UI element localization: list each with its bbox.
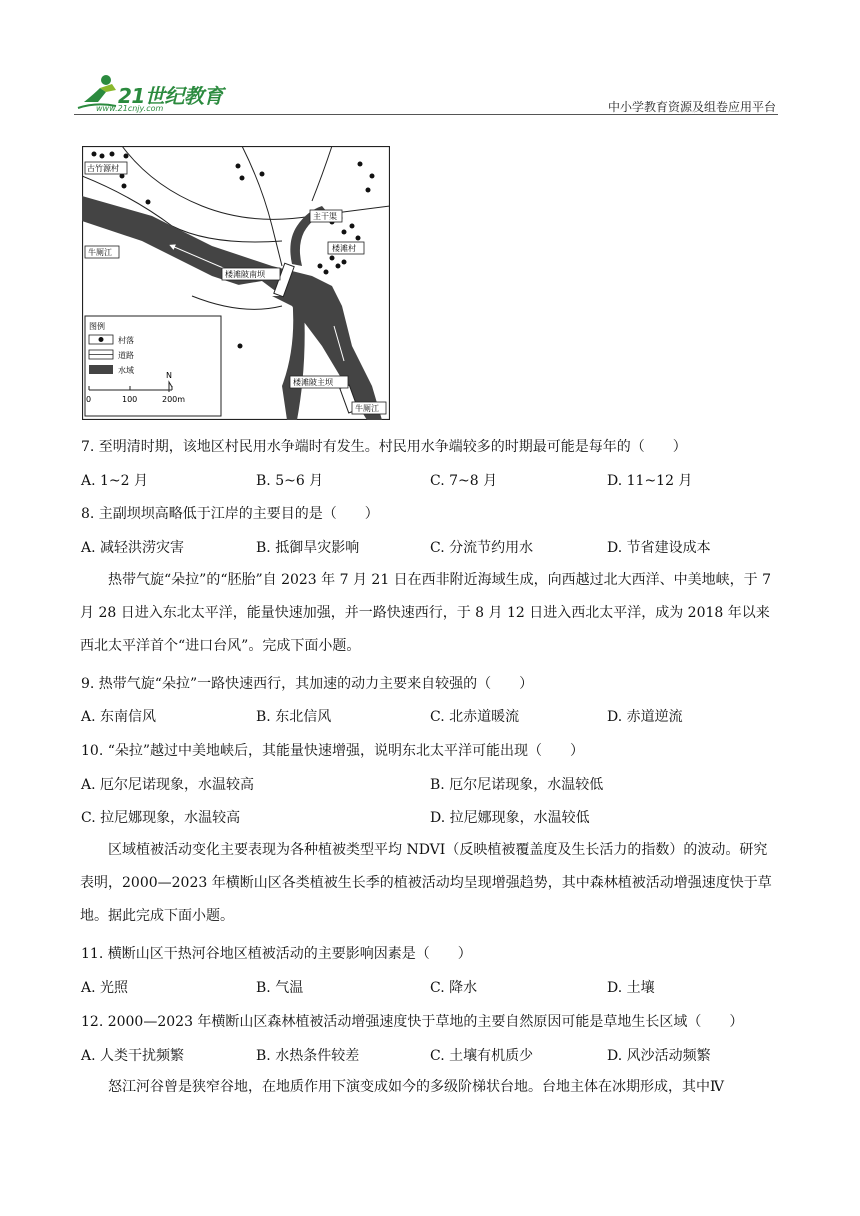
- north-label: N: [166, 371, 172, 380]
- q7-option-b: B. 5~6 月: [256, 473, 324, 489]
- q9-option-c: C. 北赤道暖流: [430, 709, 520, 725]
- platform-name: 中小学教育资源及组卷应用平台: [607, 100, 776, 114]
- label-river-bottom: 牛厕江: [355, 404, 379, 413]
- q11-stem: 11. 横断山区干热河谷地区植被活动的主要影响因素是（ ）: [81, 946, 472, 962]
- q10-option-b: B. 厄尔尼诺现象，水温较低: [430, 777, 604, 793]
- q12-option-a: A. 人类干扰频繁: [81, 1048, 185, 1064]
- map-figure: [82, 146, 390, 420]
- logo-url: www.21cnjy.com: [96, 104, 164, 113]
- passage-typhoon: 热带气旋“朵拉”的“胚胎”自 2023 年 7 月 21 日在西非附近海域生成，向西越过北大西洋、中美地峡，于 7 月 28 日进入东北太平洋，能量快速加强，并一路快速西行，于 8 月 12 日进入西北太平洋，成为 2018 年以来西北太平洋首个“进口台风”。完成下面小题。: [80, 572, 772, 654]
- q9-option-a: A. 东南信风: [81, 709, 157, 725]
- scale-0: 0: [86, 395, 92, 404]
- legend-title: 图例: [89, 322, 105, 331]
- q10-stem: 10. “朵拉”越过中美地峡后，其能量快速增强，说明东北太平洋可能出现（ ）: [81, 743, 585, 759]
- label-river-top: 牛厕江: [88, 248, 112, 257]
- legend-road: 道路: [118, 351, 134, 360]
- q7-option-d: D. 11~12 月: [607, 473, 693, 489]
- q7-option-c: C. 7~8 月: [430, 473, 498, 489]
- q8-option-c: C. 分流节约用水: [430, 540, 534, 556]
- legend-water: 水域: [118, 366, 134, 375]
- scale-200: 200m: [162, 395, 186, 404]
- label-canal: 主干渠: [313, 212, 337, 221]
- q8-option-d: D. 节省建设成本: [607, 540, 711, 556]
- q7-stem: 7. 至明清时期，该地区村民用水争端时有发生。村民用水争端较多的时期最可能是每年的（ ）: [81, 439, 687, 455]
- legend-village: 村落: [118, 336, 134, 345]
- map-legend: [85, 316, 221, 416]
- q11-option-a: A. 光照: [81, 980, 129, 996]
- q8-option-a: A. 减轻洪涝灾害: [81, 540, 185, 556]
- q12-option-c: C. 土壤有机质少: [430, 1048, 534, 1064]
- q8-option-b: B. 抵御旱灾影响: [256, 540, 360, 556]
- q12-stem: 12. 2000—2023 年横断山区森林植被活动增强速度快于草地的主要自然原因可能是草地生长区域（ ）: [81, 1014, 744, 1030]
- label-dam-main: 楼滩陂主坝: [293, 378, 333, 387]
- q11-option-b: B. 气温: [256, 980, 304, 996]
- scale-100: 100: [122, 395, 138, 404]
- q10-option-a: A. 厄尔尼诺现象，水温较高: [81, 777, 255, 793]
- header-divider: [74, 114, 778, 115]
- passage-vegetation: 区域植被活动变化主要表现为各种植被类型平均 NDVI（反映植被覆盖度及生长活力的指数）的波动。研究表明，2000—2023 年横断山区各类植被生长季的植被活动均呈现增强趋势，其中森林植被活动增强速度快于草地。据此完成下面小题。: [80, 842, 772, 924]
- q10-option-d: D. 拉尼娜现象，水温较低: [430, 810, 590, 826]
- label-village-guzhuyuan: 古竹源村: [87, 164, 119, 173]
- q11-option-d: D. 土壤: [607, 980, 655, 996]
- label-dam-south: 楼滩陂南坝: [225, 270, 265, 279]
- passage-nujiang: 怒江河谷曾是狭窄谷地，在地质作用下演变成如今的多级阶梯状台地。台地主体在冰期形成，其中Ⅳ: [108, 1079, 724, 1095]
- q12-option-d: D. 风沙活动频繁: [607, 1048, 711, 1064]
- q9-option-d: D. 赤道逆流: [607, 709, 683, 725]
- q9-stem: 9. 热带气旋“朵拉”一路快速西行，其加速的动力主要来自较强的（ ）: [81, 676, 534, 692]
- q8-stem: 8. 主副坝坝高略低于江岸的主要目的是（ ）: [81, 506, 379, 522]
- q9-option-b: B. 东北信风: [256, 709, 332, 725]
- q11-option-c: C. 降水: [430, 980, 478, 996]
- q7-option-a: A. 1~2 月: [81, 473, 149, 489]
- logo-text: 21世纪教育: [118, 84, 223, 108]
- label-village-loutan: 楼滩村: [332, 244, 356, 253]
- q10-option-c: C. 拉尼娜现象，水温较高: [81, 810, 241, 826]
- q12-option-b: B. 水热条件较差: [256, 1048, 360, 1064]
